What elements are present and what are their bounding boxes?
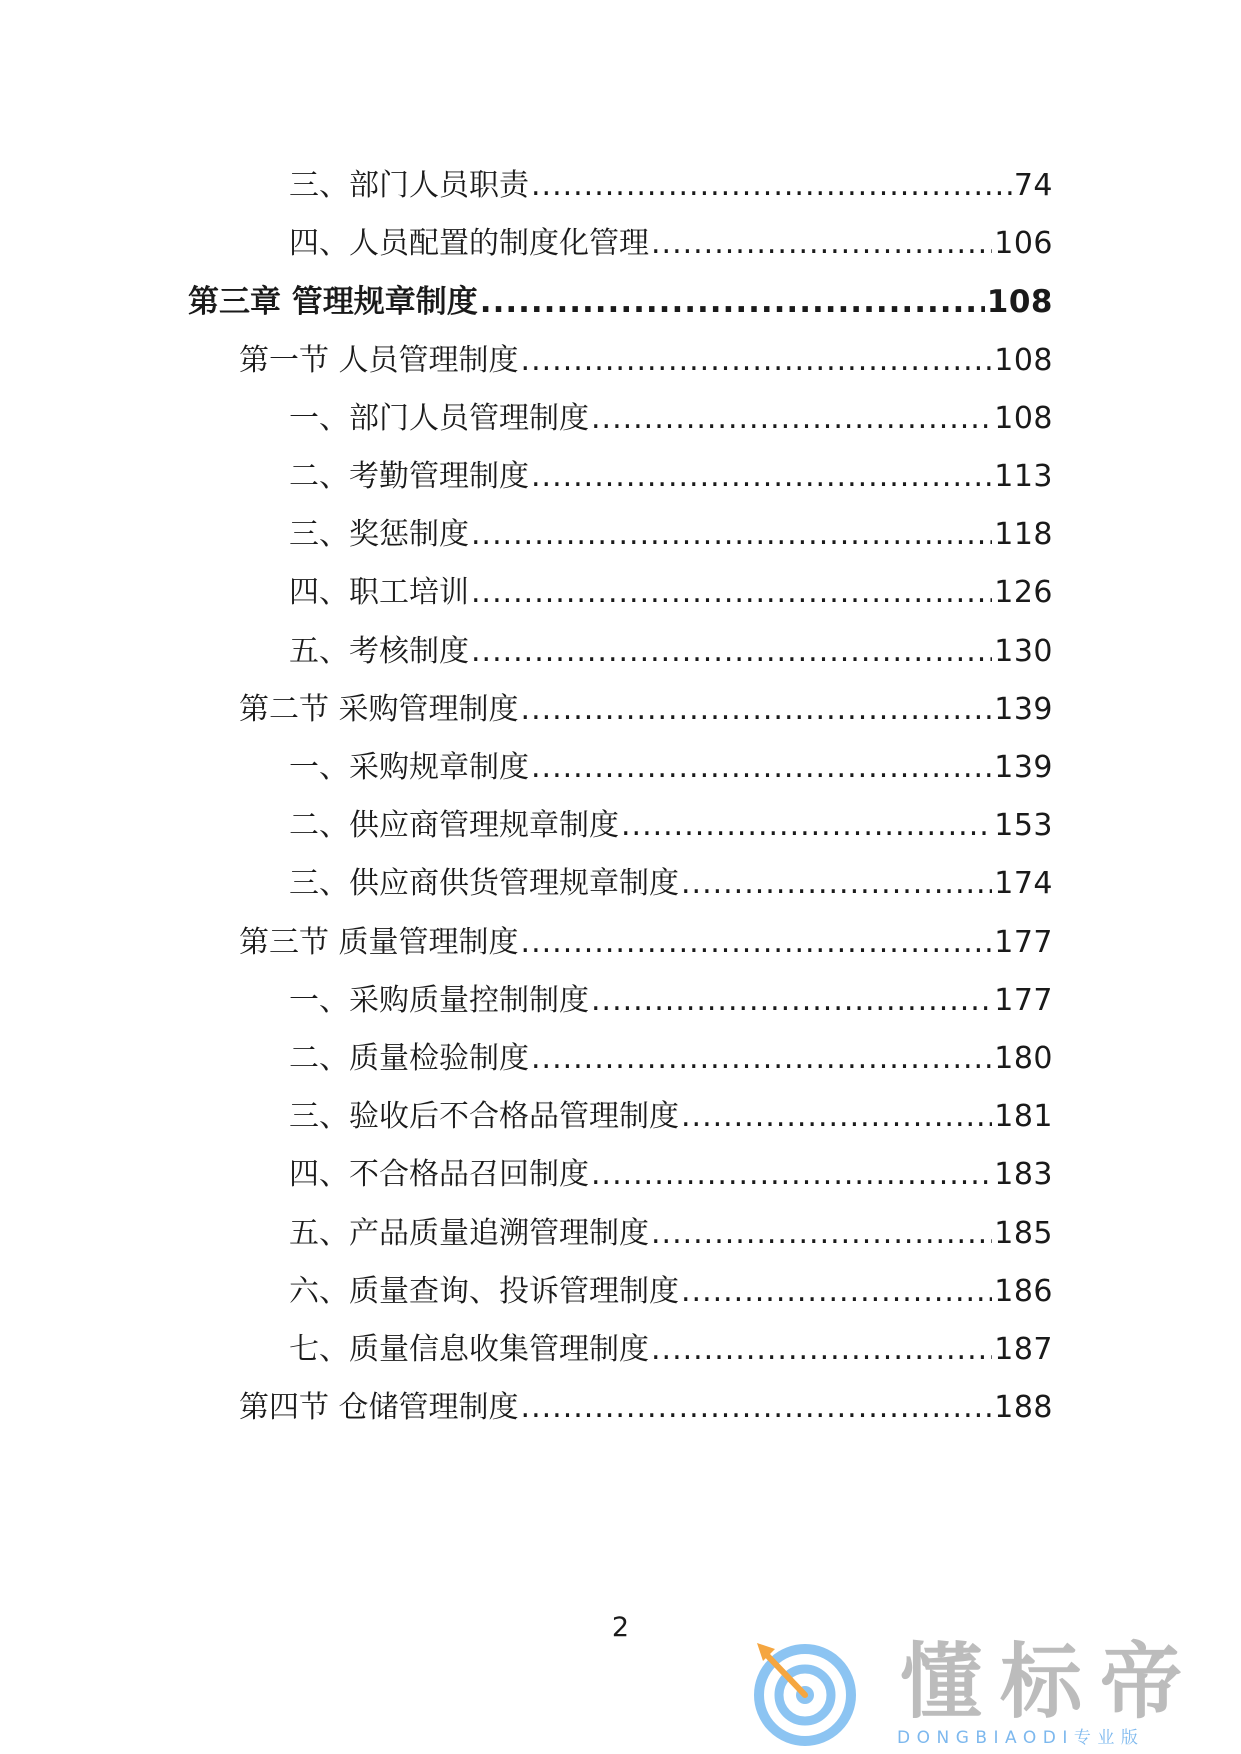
toc-entry[interactable] (289, 1206, 1053, 1254)
dot-leader (471, 573, 992, 613)
toc-entry-title: 第二节 采购管理制度 (239, 691, 519, 727)
toc-entry-title: 七、质量信息收集管理制度 (289, 1332, 649, 1367)
toc-entry-page: 106 (994, 226, 1053, 262)
page-number: 2 (611, 1612, 630, 1643)
dot-leader (531, 166, 1012, 206)
watermark-subtitle: DONGBIAODI专业版 (897, 1728, 1145, 1748)
toc-entry-page: 186 (994, 1273, 1053, 1309)
dot-leader (531, 1039, 992, 1079)
toc-entry-page: 108 (994, 342, 1053, 378)
dot-leader (651, 1330, 992, 1370)
dot-leader (681, 1097, 992, 1137)
watermark (745, 1635, 1215, 1750)
toc-entry-page: 181 (994, 1099, 1053, 1135)
toc-entry-page: 139 (994, 750, 1053, 785)
toc-entry-title: 三、供应商供货管理规章制度 (289, 866, 679, 902)
toc-entry[interactable] (289, 624, 1053, 672)
toc-entry[interactable] (289, 216, 1053, 264)
toc-entry-page: 177 (994, 982, 1053, 1018)
dot-leader (521, 341, 993, 381)
toc-entry-page: 108 (994, 400, 1053, 436)
toc-entry-page: 108 (986, 284, 1053, 321)
toc-entry-page: 177 (994, 924, 1053, 960)
toc-entry[interactable] (239, 1380, 1053, 1428)
toc-entry-page: 185 (994, 1215, 1053, 1251)
toc-entry-page: 139 (994, 691, 1053, 727)
toc-entry-title: 五、产品质量追溯管理制度 (289, 1215, 649, 1251)
toc-entry-title: 二、供应商管理规章制度 (289, 808, 619, 844)
dot-leader (591, 1155, 992, 1195)
toc-entry-title: 第四节 仓储管理制度 (239, 1390, 519, 1426)
toc-entry-page: 126 (994, 575, 1053, 611)
toc-entry-title: 二、考勤管理制度 (289, 459, 529, 494)
dot-leader (521, 923, 993, 963)
toc-entry[interactable] (289, 1322, 1053, 1370)
toc-entry-title: 一、采购规章制度 (289, 750, 529, 785)
dot-leader (651, 224, 992, 264)
toc-entry-title: 六、质量查询、投诉管理制度 (289, 1273, 679, 1309)
toc-entry-title: 二、质量检验制度 (289, 1041, 529, 1076)
dot-leader (480, 282, 985, 322)
toc-entry[interactable] (289, 507, 1053, 555)
toc-entry[interactable] (188, 274, 1053, 322)
toc-entry-title: 五、考核制度 (289, 633, 469, 669)
toc-entry-page: 180 (994, 1041, 1053, 1076)
toc-entry[interactable] (289, 740, 1053, 788)
toc-entry[interactable] (239, 915, 1053, 963)
dot-leader (521, 690, 993, 730)
toc-entry-page: 74 (1013, 168, 1053, 203)
watermark-brand: 懂标帝 (900, 1635, 1201, 1730)
toc-entry[interactable] (239, 333, 1053, 381)
toc-entry-page: 183 (994, 1157, 1053, 1193)
dot-leader (471, 632, 992, 672)
toc-entry-title: 四、职工培训 (289, 575, 469, 611)
toc-entry-page: 188 (994, 1390, 1053, 1426)
toc-entry-page: 153 (994, 808, 1053, 844)
dot-leader (651, 1214, 992, 1254)
toc-entry-page: 174 (994, 866, 1053, 902)
dot-leader (681, 1272, 992, 1312)
toc-entry[interactable] (289, 1264, 1053, 1312)
toc-entry[interactable] (239, 682, 1053, 730)
dot-leader (471, 515, 992, 555)
toc-entry[interactable] (289, 391, 1053, 439)
toc-entry-title: 四、人员配置的制度化管理 (289, 226, 649, 262)
toc-entry[interactable] (289, 973, 1053, 1021)
toc-entry[interactable] (289, 1147, 1053, 1195)
toc-entry[interactable] (289, 1089, 1053, 1137)
toc-entry[interactable] (289, 856, 1053, 904)
toc-entry[interactable] (289, 158, 1053, 206)
toc-entry[interactable] (289, 449, 1053, 497)
dot-leader (621, 806, 992, 846)
target-arrow-icon (745, 1635, 865, 1750)
toc-entry-title: 第三节 质量管理制度 (239, 924, 519, 960)
toc-entry-title: 一、采购质量控制制度 (289, 982, 589, 1018)
toc-entry[interactable] (289, 798, 1053, 846)
toc-entry-title: 第三章 管理规章制度 (188, 284, 478, 321)
toc-entry-page: 130 (994, 633, 1053, 669)
toc-entry[interactable] (289, 1031, 1053, 1079)
dot-leader (591, 981, 992, 1021)
dot-leader (521, 1388, 993, 1428)
dot-leader (531, 457, 992, 497)
toc-entry-page: 118 (994, 517, 1053, 553)
dot-leader (681, 864, 992, 904)
toc-entry-title: 三、部门人员职责 (289, 168, 529, 203)
toc-entry-title: 三、奖惩制度 (289, 517, 469, 553)
toc-entry-page: 113 (994, 459, 1053, 494)
dot-leader (591, 399, 992, 439)
toc-entry-title: 四、不合格品召回制度 (289, 1157, 589, 1193)
toc-entry-title: 三、验收后不合格品管理制度 (289, 1099, 679, 1135)
toc-entry[interactable] (289, 565, 1053, 613)
dot-leader (531, 748, 992, 788)
toc-entry-title: 一、部门人员管理制度 (289, 400, 589, 436)
toc-entry-title: 第一节 人员管理制度 (239, 342, 519, 378)
toc-entry-page: 187 (994, 1332, 1053, 1367)
